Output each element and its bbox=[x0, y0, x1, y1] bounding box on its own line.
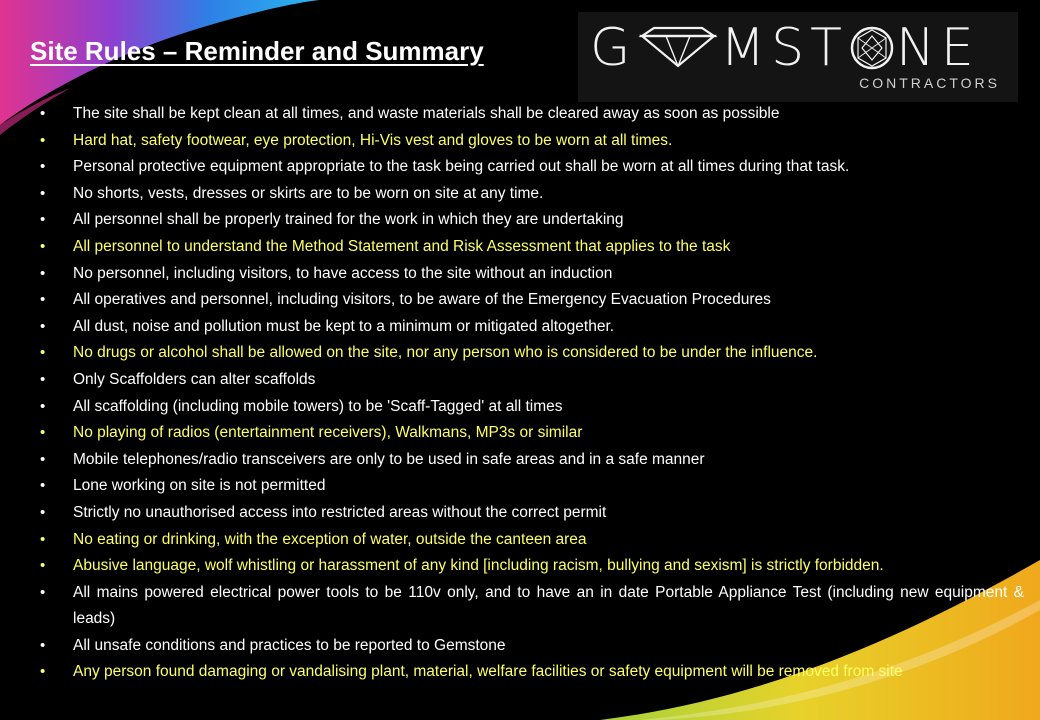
rule-item: • No playing of radios (entertainment receivers), Walkmans, MP3s or similar bbox=[40, 420, 1024, 447]
page-title: Site Rules – Reminder and Summary bbox=[30, 36, 484, 66]
rule-item: • No shorts, vests, dresses or skirts are to be worn on site at any time. bbox=[40, 181, 1024, 208]
rule-item: • Personal protective equipment appropriate to the task being carried out shall be worn at all times during that task. bbox=[40, 154, 1024, 181]
rule-item: • The site shall be kept clean at all times, and waste materials shall be cleared away as soon as possible bbox=[40, 101, 1024, 128]
rule-item: • All mains powered electrical power tools to be 110v only, and to have an in date Portable Appliance Test (including new equipment & leads) bbox=[40, 580, 1024, 633]
rule-item: • Only Scaffolders can alter scaffolds bbox=[40, 367, 1024, 394]
logo-wordmark: G MST NE bbox=[590, 18, 980, 78]
rule-item: • All unsafe conditions and practices to be reported to Gemstone bbox=[40, 633, 1024, 660]
rule-item: • Any person found damaging or vandalising plant, material, welfare facilities or safety equipment will be removed from site bbox=[40, 659, 1024, 686]
rule-item: • All personnel shall be properly trained for the work in which they are undertaking bbox=[40, 207, 1024, 234]
rule-item: • No drugs or alcohol shall be allowed on the site, nor any person who is considered to be under the influence. bbox=[40, 340, 1024, 367]
rule-item: • All dust, noise and pollution must be kept to a minimum or mitigated altogether. bbox=[40, 314, 1024, 341]
rule-item: • Lone working on site is not permitted bbox=[40, 473, 1024, 500]
rules-list bbox=[40, 101, 1024, 686]
rule-item: • No eating or drinking, with the exception of water, outside the canteen area bbox=[40, 527, 1024, 554]
rule-item: • Strictly no unauthorised access into restricted areas without the correct permit bbox=[40, 500, 1024, 527]
gem-circle-icon bbox=[848, 24, 896, 72]
rule-item: • Abusive language, wolf whistling or harassment of any kind [including racism, bullying and sexism] is strictly forbidden. bbox=[40, 553, 1024, 580]
diamond-icon bbox=[636, 26, 720, 70]
rule-item: • No personnel, including visitors, to have access to the site without an induction bbox=[40, 261, 1024, 288]
logo-subtitle: CONTRACTORS bbox=[859, 75, 1000, 91]
gemstone-logo bbox=[578, 12, 1018, 102]
rule-item: • All personnel to understand the Method Statement and Risk Assessment that applies to the task bbox=[40, 234, 1024, 261]
rule-item: • Hard hat, safety footwear, eye protection, Hi-Vis vest and gloves to be worn at all times. bbox=[40, 128, 1024, 155]
rule-item: • Mobile telephones/radio transceivers are only to be used in safe areas and in a safe manner bbox=[40, 447, 1024, 474]
rule-item: • All operatives and personnel, including visitors, to be aware of the Emergency Evacuation Procedures bbox=[40, 287, 1024, 314]
rule-item: • All scaffolding (including mobile towers) to be 'Scaff-Tagged' at all times bbox=[40, 394, 1024, 421]
